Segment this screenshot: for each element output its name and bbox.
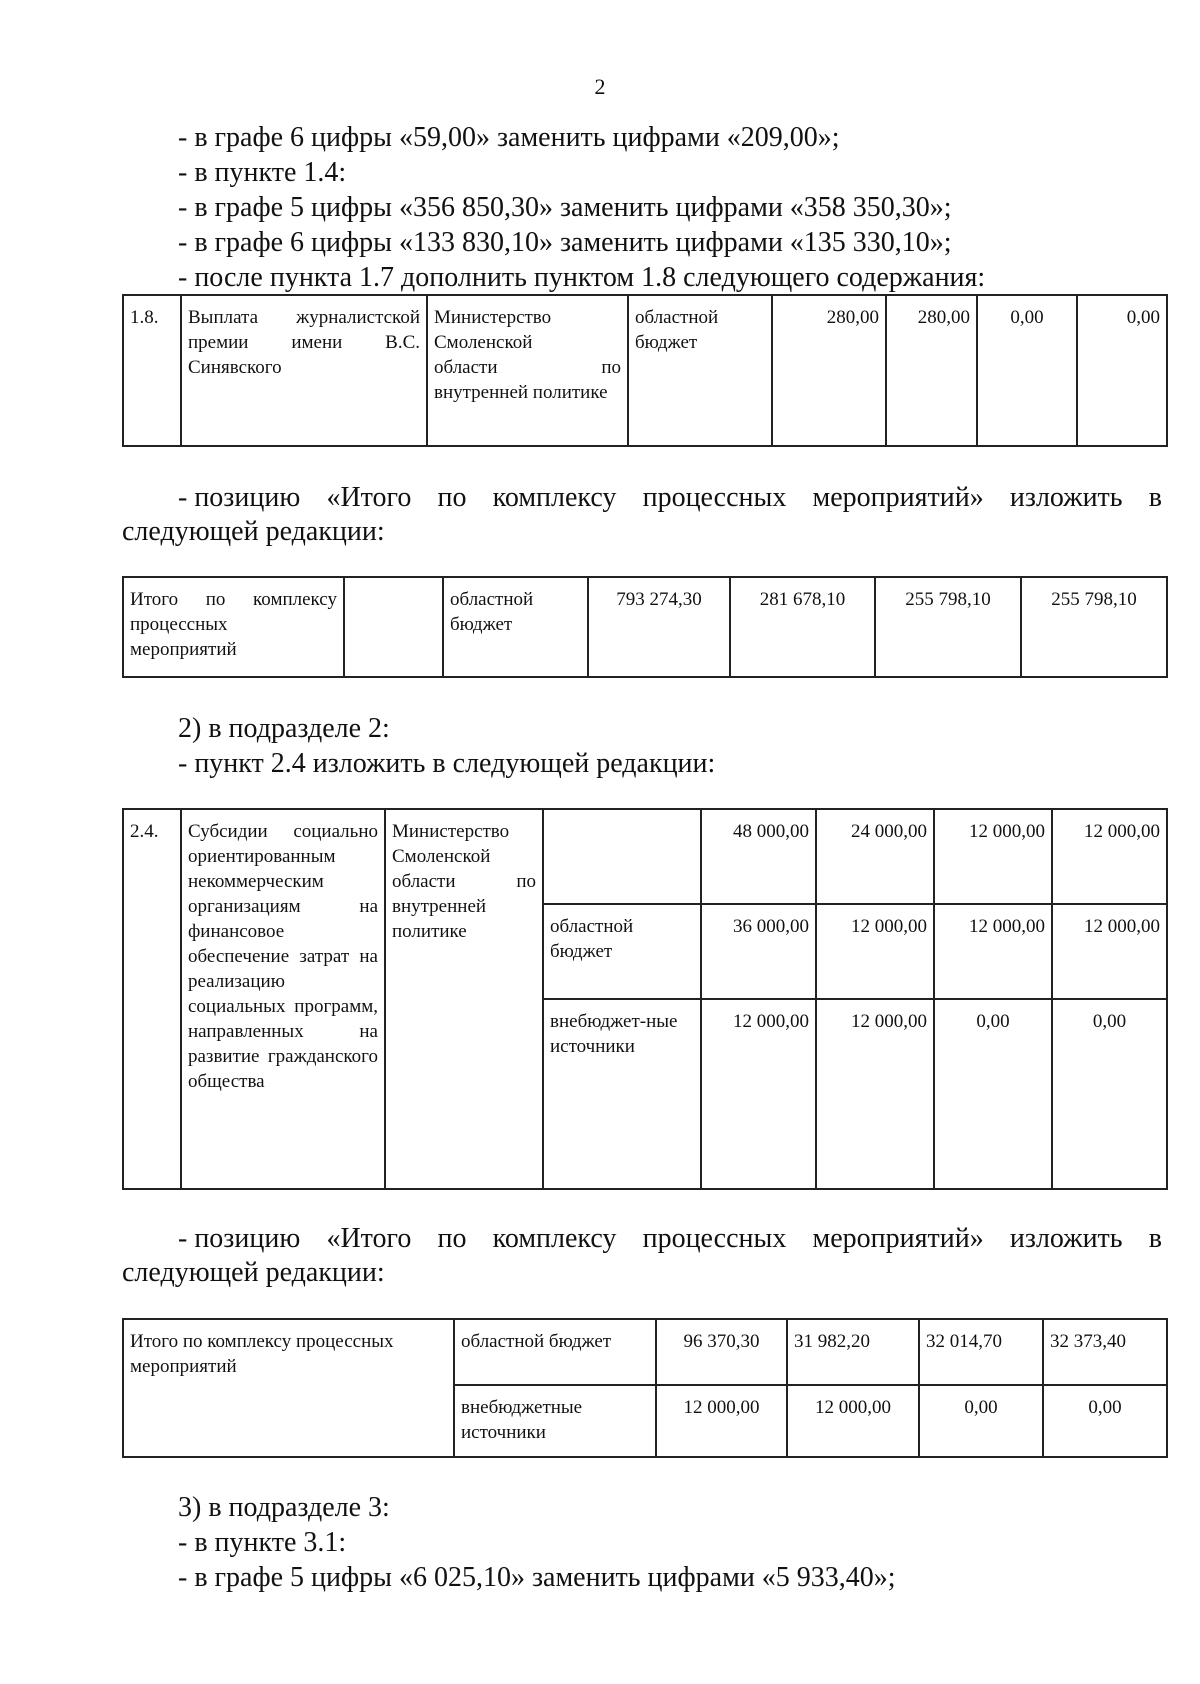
executor-part-c: внутренней политике	[434, 382, 608, 403]
value-total: 12 000,00	[701, 999, 816, 1189]
funding-source: областной бюджет	[454, 1319, 656, 1385]
value-year-1: 31 982,20	[787, 1319, 919, 1385]
executor-part-c: внутренней политике	[392, 896, 487, 942]
value-year-2: 32 014,70	[919, 1319, 1043, 1385]
value-year-2: 0,00	[977, 295, 1077, 446]
section-3-line-2: - в графе 5 цифры «6 025,10» заменить цифрами «5 933,40»;	[178, 1562, 896, 1593]
value-year-2: 255 798,10	[875, 577, 1021, 677]
itogo-paragraph-1	[122, 481, 1162, 549]
table-row	[123, 809, 1167, 904]
section-3-line-1: - в пункте 3.1:	[178, 1527, 347, 1558]
item-number: 2.4.	[123, 809, 181, 1189]
value-year-3: 0,00	[1043, 1385, 1167, 1457]
amend-line-3: - в графе 5 цифры «356 850,30» заменить цифрами «358 350,30»;	[178, 192, 952, 223]
value-year-3: 0,00	[1077, 295, 1167, 446]
executor-part-b2: по	[516, 871, 536, 892]
value-year-3: 0,00	[1052, 999, 1167, 1189]
value-year-2: 12 000,00	[934, 904, 1052, 999]
value-total: 48 000,00	[701, 809, 816, 904]
word: по	[437, 1223, 467, 1254]
table-itogo-1	[122, 576, 1168, 678]
item-executor	[385, 809, 543, 1189]
funding-source: областной бюджет	[543, 904, 701, 999]
itogo-paragraph-2	[122, 1222, 1162, 1290]
itogo-name: Итого по комплексу процессных мероприятий	[123, 577, 344, 677]
item-executor	[427, 295, 628, 446]
itogo-paragraph-2-line2: следующей редакции:	[122, 1257, 385, 1288]
value-total: 96 370,30	[656, 1319, 787, 1385]
word: «Итого	[326, 482, 412, 513]
table-item-2-4	[122, 808, 1168, 1190]
funding-source: областной бюджет	[628, 295, 772, 446]
table-item-1-8	[122, 294, 1168, 447]
word: комплексу	[492, 1223, 617, 1254]
value-year-3: 255 798,10	[1021, 577, 1167, 677]
itogo-paragraph-1-line2: следующей редакции:	[122, 516, 385, 547]
value-year-2: 12 000,00	[934, 809, 1052, 904]
value-year-2: 0,00	[919, 1385, 1043, 1457]
word: в	[1148, 1223, 1162, 1254]
value-year-1: 280,00	[886, 295, 977, 446]
itogo-paragraph-1-line1	[122, 481, 1162, 515]
word: в	[1148, 482, 1162, 513]
word: - позицию	[178, 482, 301, 513]
value-year-3: 12 000,00	[1052, 809, 1167, 904]
amend-line-4: - в графе 6 цифры «133 830,10» заменить цифрами «135 330,10»;	[178, 227, 952, 258]
value-year-2: 0,00	[934, 999, 1052, 1189]
value-total: 36 000,00	[701, 904, 816, 999]
executor-part-b	[392, 869, 536, 894]
executor-part-b	[434, 355, 621, 380]
value-year-1: 12 000,00	[816, 904, 934, 999]
value-year-1: 12 000,00	[787, 1385, 919, 1457]
itogo-name: Итого по комплексу процессных мероприятий	[123, 1319, 454, 1457]
item-number: 1.8.	[123, 295, 181, 446]
funding-source	[543, 809, 701, 904]
word: процессных	[642, 482, 787, 513]
word: мероприятий»	[812, 1223, 984, 1254]
value-year-1: 24 000,00	[816, 809, 934, 904]
word: мероприятий»	[812, 482, 984, 513]
word: - позицию	[178, 1223, 301, 1254]
table-itogo-2	[122, 1318, 1168, 1458]
word: изложить	[1009, 1223, 1123, 1254]
word: «Итого	[326, 1223, 412, 1254]
value-total: 280,00	[772, 295, 886, 446]
amend-line-5: - после пункта 1.7 дополнить пунктом 1.8 следующего содержания:	[178, 262, 986, 293]
value-total: 793 274,30	[588, 577, 730, 677]
item-name: Субсидии социально ориентированным некоммерческим организациям на финансовое обеспечение затрат на реализацию социальных программ, направленных на развитие гражданского общества	[181, 809, 385, 1189]
section-2-line: - пункт 2.4 изложить в следующей редакции:	[178, 748, 716, 779]
word: изложить	[1009, 482, 1123, 513]
page-number: 2	[594, 74, 606, 99]
executor-part-a: Министерство Смоленской	[434, 307, 552, 353]
executor-part-a: Министерство Смоленской	[392, 821, 510, 867]
word: по	[437, 482, 467, 513]
value-year-1: 281 678,10	[730, 577, 875, 677]
value-year-1: 12 000,00	[816, 999, 934, 1189]
table-row	[123, 295, 1167, 446]
itogo-executor	[344, 577, 443, 677]
funding-source: внебюджет-ные источники	[543, 999, 701, 1189]
amend-line-2: - в пункте 1.4:	[178, 157, 347, 188]
executor-part-b1: области	[392, 871, 456, 892]
executor-part-b1: области	[434, 357, 498, 378]
section-2-heading: 2) в подразделе 2:	[178, 713, 390, 744]
executor-part-b2: по	[601, 357, 621, 378]
value-year-3: 32 373,40	[1043, 1319, 1167, 1385]
funding-source: внебюджетные источники	[454, 1385, 656, 1457]
value-total: 12 000,00	[656, 1385, 787, 1457]
value-year-3: 12 000,00	[1052, 904, 1167, 999]
item-name: Выплата журналистской премии имени В.С. Синявского	[181, 295, 427, 446]
amend-line-1: - в графе 6 цифры «59,00» заменить цифрами «209,00»;	[178, 122, 840, 153]
table-row	[123, 1319, 1167, 1385]
itogo-paragraph-2-line1	[122, 1222, 1162, 1256]
section-3-heading: 3) в подразделе 3:	[178, 1492, 390, 1523]
funding-source: областной бюджет	[443, 577, 588, 677]
word: комплексу	[492, 482, 617, 513]
word: процессных	[642, 1223, 787, 1254]
table-row	[123, 577, 1167, 677]
